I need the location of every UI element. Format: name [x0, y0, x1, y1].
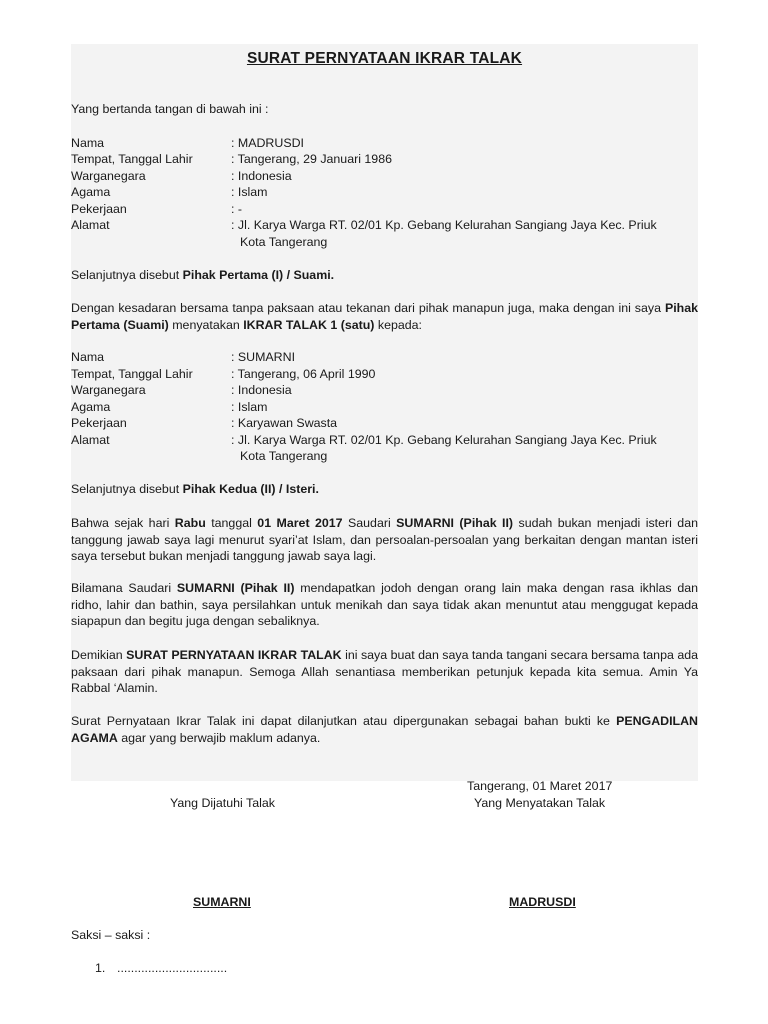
- party2-warganegara: : Indonesia: [231, 383, 292, 397]
- right-signatory-name: MADRUSDI: [509, 895, 576, 909]
- statement-paragraph: Dengan kesadaran bersama tanpa paksaan atau tekanan dari pihak manapun juga, maka dengan ini saya Pihak Pertama (Suami) menyatakan IKRAR TALAK 1 (satu) kepada:: [71, 301, 698, 332]
- label-agama: Agama: [71, 185, 111, 199]
- party1-warganegara: : Indonesia: [231, 169, 292, 183]
- party2-alamat-line1: : Jl. Karya Warga RT. 02/01 Kp. Gebang Kelurahan Sangiang Jaya Kec. Priuk: [231, 433, 657, 447]
- party1-alamat-line1: : Jl. Karya Warga RT. 02/01 Kp. Gebang Kelurahan Sangiang Jaya Kec. Priuk: [231, 218, 657, 232]
- paragraph-demikian: Demikian SURAT PERNYATAAN IKRAR TALAK ini saya buat dan saya tanda tangani secara bersama tanpa ada paksaan dari pihak manapun. Semoga Allah senantiasa memberikan petunjuk kepada kita semua. Amin Ya Rabbal ‘Alamin.: [71, 648, 698, 696]
- label-nama: Nama: [71, 350, 105, 364]
- paragraph-bilamana: Bilamana Saudari SUMARNI (Pihak II) mendapatkan jodoh dengan orang lain maka dengan rasa ikhlas dan ridho, lahir dan bathin, saya persilahkan untuk menikah dan saya tidak akan menuntut atau menggugat kepada siapapun dan begitu juga dengan sebaliknya.: [71, 581, 698, 629]
- label-pekerjaan: Pekerjaan: [71, 202, 127, 216]
- place-date: Tangerang, 01 Maret 2017: [467, 779, 613, 793]
- label-warganegara: Warganegara: [71, 169, 146, 183]
- label-pekerjaan: Pekerjaan: [71, 416, 127, 430]
- document-page-lower: [71, 781, 698, 1024]
- designation-party2: Selanjutnya disebut Pihak Kedua (II) / Isteri.: [71, 482, 319, 496]
- party2-agama: : Islam: [231, 400, 268, 414]
- designation-party1: Selanjutnya disebut Pihak Pertama (I) / Suami.: [71, 268, 335, 282]
- label-ttl: Tempat, Tanggal Lahir: [71, 367, 193, 381]
- saksi-label: Saksi – saksi :: [71, 928, 151, 942]
- label-nama: Nama: [71, 136, 105, 150]
- label-agama: Agama: [71, 400, 111, 414]
- party1-alamat-line2: Kota Tangerang: [240, 235, 328, 249]
- left-signatory-role: Yang Dijatuhi Talak: [170, 796, 275, 810]
- party1-pekerjaan: : -: [231, 202, 243, 216]
- left-signatory-name: SUMARNI: [193, 895, 251, 909]
- paragraph-surat: Surat Pernyataan Ikrar Talak ini dapat dilanjutkan atau dipergunakan sebagai bahan bukti ke PENGADILAN AGAMA agar yang berwajib maklum adanya.: [71, 714, 698, 745]
- document-title: SURAT PERNYATAAN IKRAR TALAK: [246, 50, 523, 67]
- saksi-item-blank: ................................: [117, 961, 228, 975]
- saksi-item-number: 1.: [95, 961, 106, 975]
- paragraph-bahwa: Bahwa sejak hari Rabu tanggal 01 Maret 2017 Saudari SUMARNI (Pihak II) sudah bukan menjadi isteri dan tanggung jawab saya lagi menurut syari’at Islam, dan persoalan-persoalan yang berkaitan dengan mantan isteri saya tersebut bukan menjadi tanggung jawab saya lagi.: [71, 516, 698, 564]
- party1-nama: : MADRUSDI: [231, 136, 304, 150]
- party2-alamat-line2: Kota Tangerang: [240, 449, 328, 463]
- party1-agama: : Islam: [231, 185, 268, 199]
- label-alamat: Alamat: [71, 433, 110, 447]
- label-alamat: Alamat: [71, 218, 110, 232]
- party1-ttl: : Tangerang, 29 Januari 1986: [231, 152, 392, 166]
- right-signatory-role: Yang Menyatakan Talak: [474, 796, 606, 810]
- party2-nama: : SUMARNI: [231, 350, 296, 364]
- intro-text: Yang bertanda tangan di bawah ini :: [71, 102, 269, 116]
- label-warganegara: Warganegara: [71, 383, 146, 397]
- label-ttl: Tempat, Tanggal Lahir: [71, 152, 193, 166]
- party2-pekerjaan: : Karyawan Swasta: [231, 416, 338, 430]
- party2-ttl: : Tangerang, 06 April 1990: [231, 367, 376, 381]
